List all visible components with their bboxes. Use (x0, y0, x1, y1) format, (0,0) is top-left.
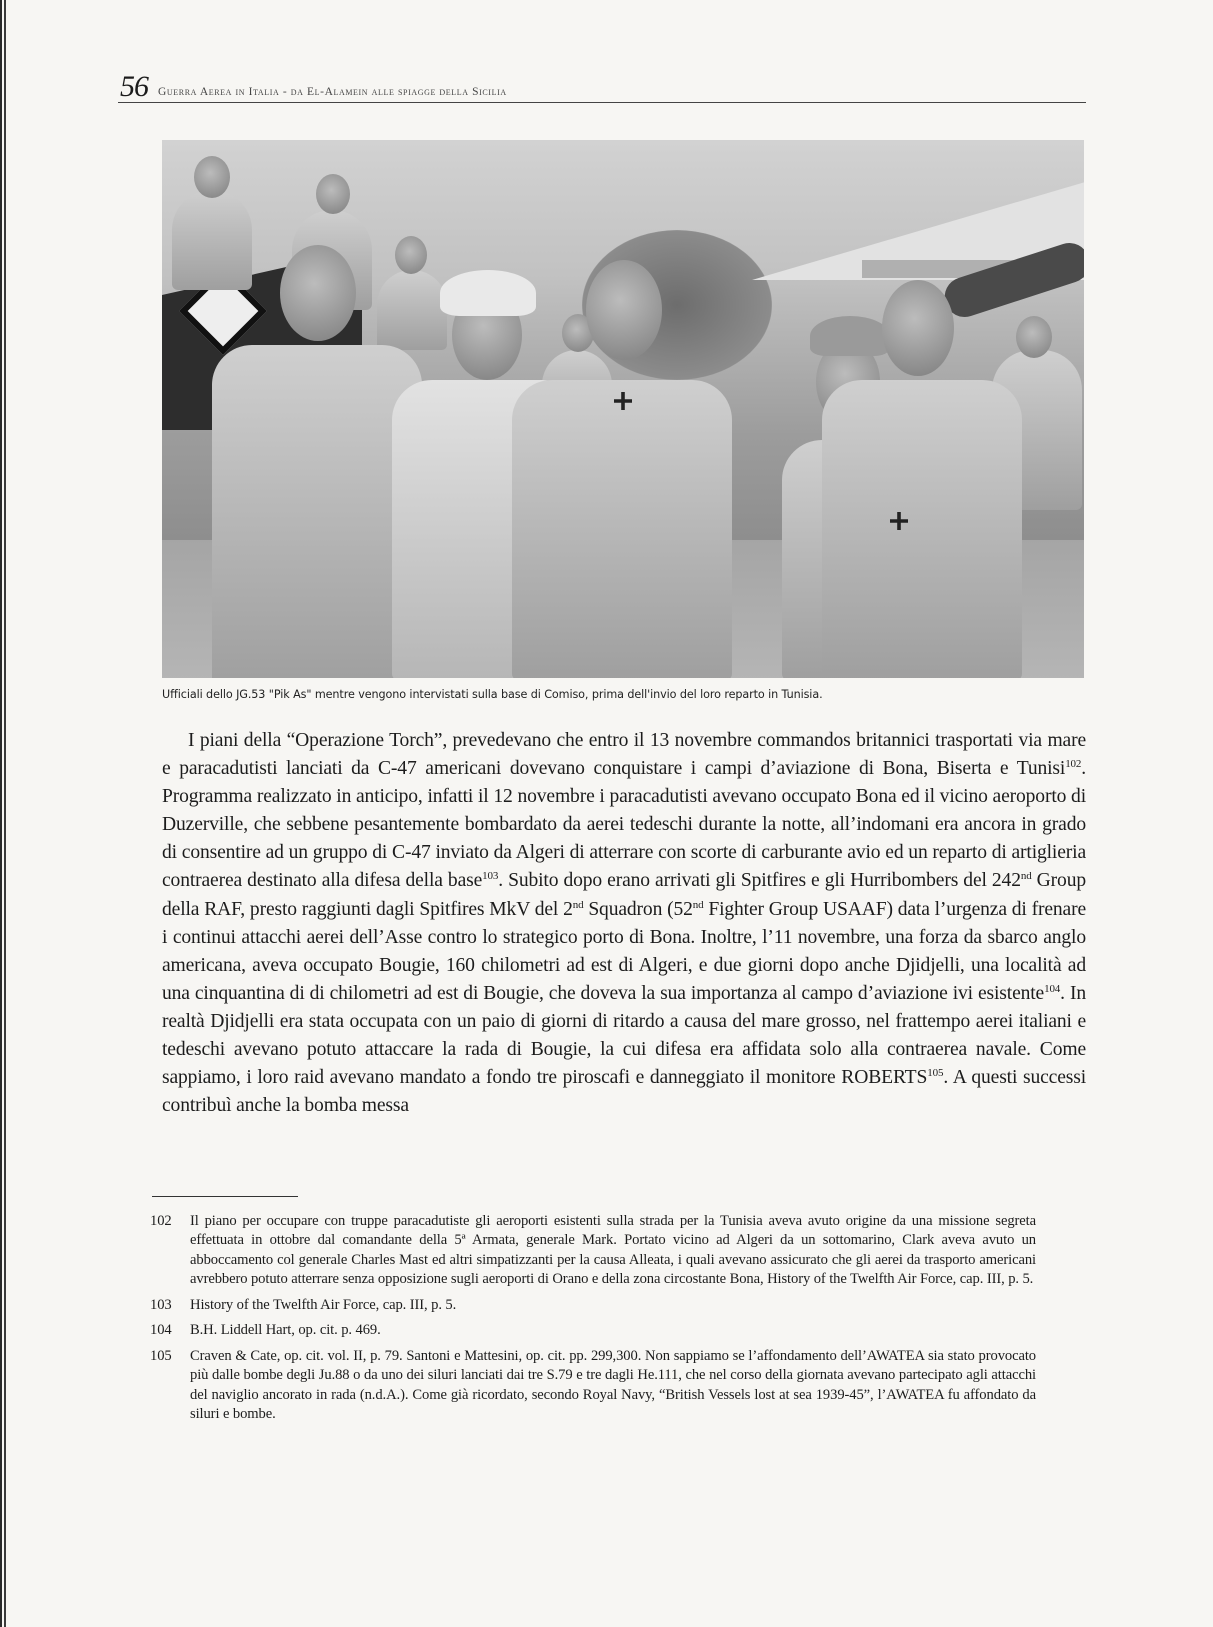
photo-caption: Ufficiali dello JG.53 "Pik As" mentre vengono intervistati sulla base di Comiso, prima dell'invio del loro reparto in Tunisia. (162, 688, 823, 701)
photo-officer-right (822, 280, 1022, 678)
note-ref-103: 103 (482, 870, 499, 883)
footnote-separator (152, 1196, 298, 1197)
footnote-103: 103 History of the Twelfth Air Force, cap. III, p. 5. (150, 1296, 457, 1313)
footnote-104: 104 B.H. Liddell Hart, op. cit. p. 469. (150, 1322, 381, 1339)
footnotes (150, 1212, 1036, 1431)
note-ref-104: 104 (1044, 982, 1061, 995)
page-number: 56 (120, 70, 148, 103)
footnote-102: 102 Il piano per occupare con truppe paracadutiste gli aeroporti esistenti sulla strada per la Tunisia aveva avuto origine da una missione segreta effettuata in ottobre dal comandante della 5ª Armata, generale Mark. Portato vicino ad Algeri da un sottomarino, Clark aveva avuto un abboccamento col generale Charles Mast ed altri simpatizzanti per la causa Alleata, i quali avevano assicurato che gli aerei da trasporto americani avrebbero potuto atterrare senza opposizione sugli aeroporti di Orano e della zona circostante Bona, History of the Twelfth Air Force, cap. III, p. 5. (150, 1213, 1036, 1288)
photo-officer-left (212, 245, 422, 678)
photograph (162, 140, 1084, 678)
note-ref-105: 105 (927, 1067, 944, 1080)
running-header (118, 70, 1086, 103)
running-title: Guerra Aerea in Italia - da El-Alamein alle spiagge della Sicilia (158, 86, 507, 98)
photo-officer-center (512, 260, 732, 678)
note-ref-102: 102 (1065, 758, 1082, 771)
footnote-105: 105 Craven & Cate, op. cit. vol. II, p. 79. Santoni e Mattesini, op. cit. pp. 299,300. Non sappiamo se l’affondamento dell’AWATEA sia stato provocato più dalle bombe degli Ju.88 o da uno dei siluri lanciati dai tre S.79 e tre dagli He.111, che nel corso della giornata avevano partecipato agli attacchi del naviglio ancorato in rada (n.d.A.). Come già ricordato, secondo Royal Navy, “British Vessels lost at sea 1939-45”, l’AWATEA fu affondato da siluri e bombe. (150, 1348, 1036, 1423)
page-binding-edge (0, 0, 9, 1627)
body-paragraph: I piani della “Operazione Torch”, prevedevano che entro il 13 novembre commandos britannici trasportati via mare e paracadutisti lanciati da C-47 americani dovevano conquistare i campi d’aviazione di Bona, Biserta e Tunisi$^{102}$. Programma realizzato in anticipo, infatti il 12 novembre i paracadutisti avevano occupato Bona ed il vicino aeroporto di Duzerville, che sebbene pesantemente bombardato da aerei tedeschi durante la notte, all’indomani era ancora in grado di consentire ad un gruppo di C-47 inviato da Algeri di atterrare con scorte di carburante avio ed un reparto di artiglieria contraerea destinato alla difesa della base$^{103}$. Subito dopo erano arrivati gli Spitfires e gli Hurribombers del 242nd Group della RAF, presto raggiunti dagli Spitfires MkV del 2nd Squadron (52nd Fighter Group USAAF) data l’urgenza di frenare i continui attacchi aerei dell’Asse contro lo strategico porto di Bona. Inoltre, l’11 novembre, una forza da sbarco anglo americana, aveva occupato Bougie, 160 chilometri ad est di Algeri, e due giorni dopo anche Djidjelli, una località ad una cinquantina di di chilometri ad est di Bougie, che doveva la sua importanza al campo d’aviazione ivi esistente$^{104}$. In realtà Djidjelli era stata occupata con un paio di giorni di ritardo a causa del mare grosso, nel frattempo aerei italiani e tedeschi avevano potuto attaccare la rada di Bougie, la cui difesa era affidata solo alla contraerea navale. Come sappiamo, i loro raid avevano mandato a fondo tre piroscafi e danneggiato il monitore ROBERTS$^{105}$. A questi successi contribuì anche la bomba messa (162, 730, 1086, 1117)
